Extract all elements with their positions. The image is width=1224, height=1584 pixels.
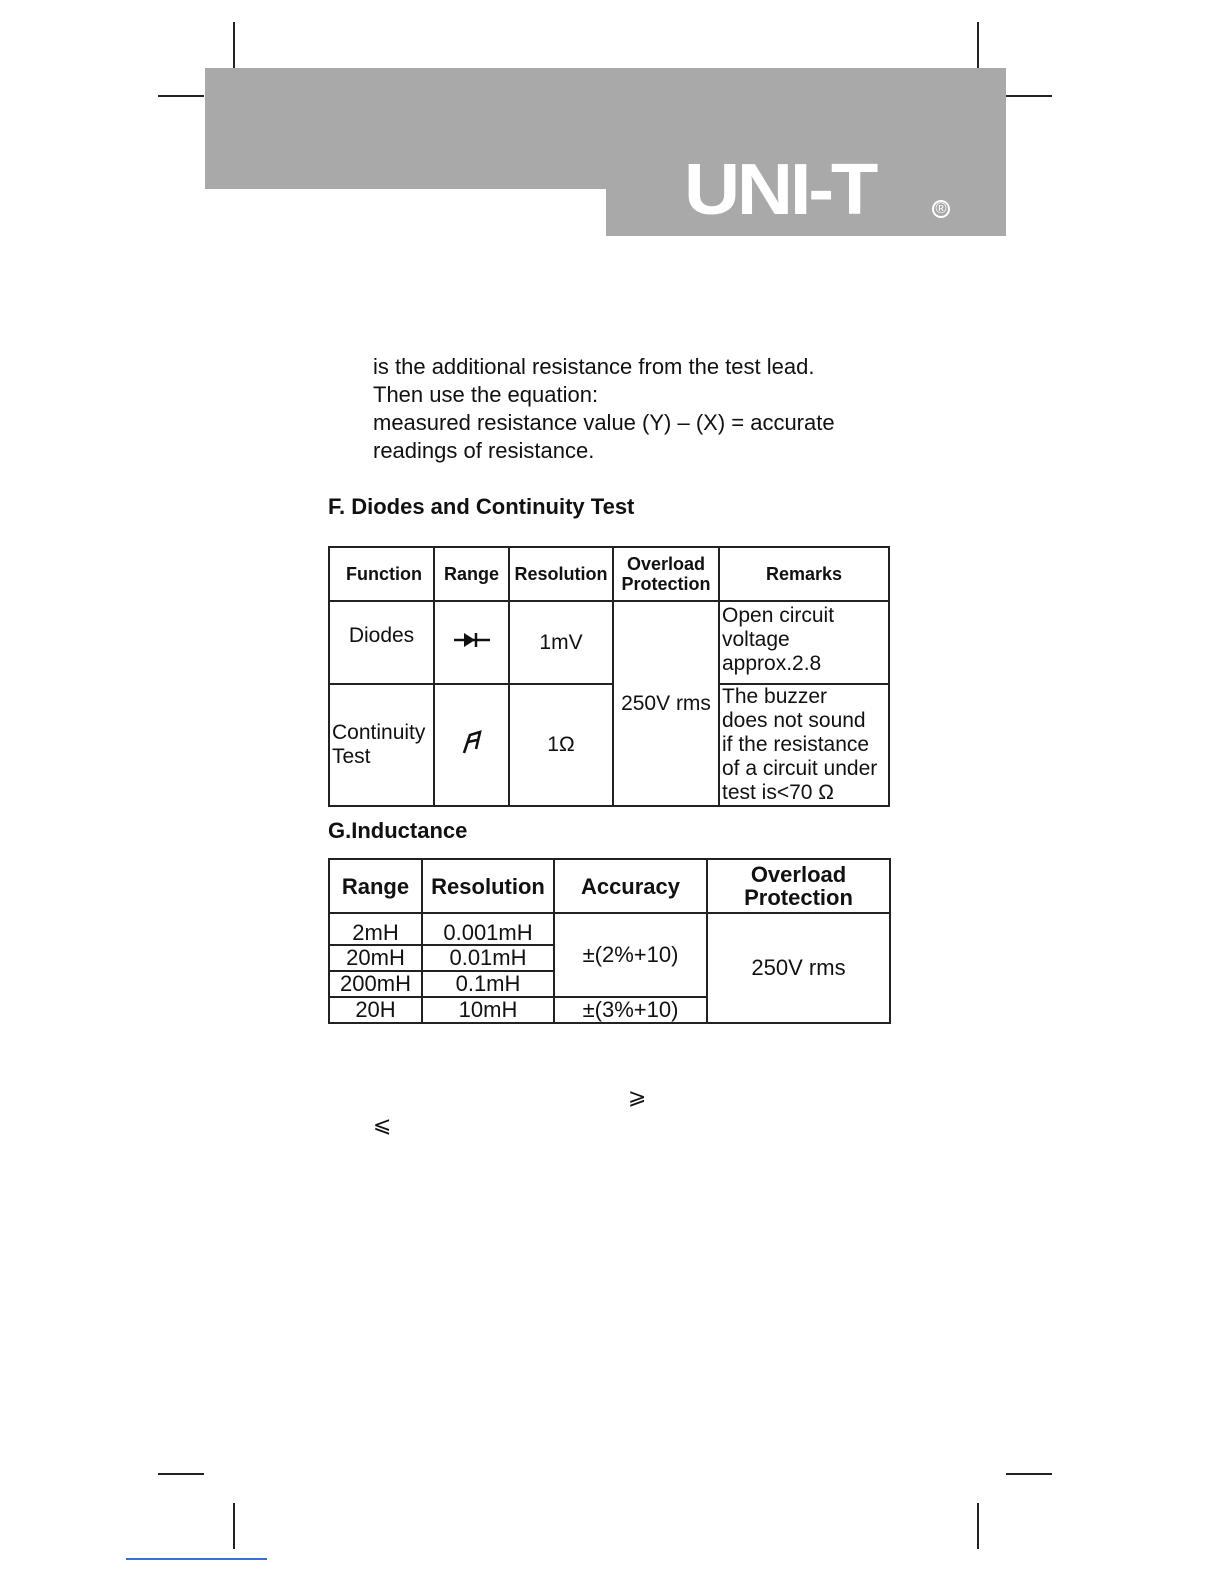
range-cell: 2mH [329, 913, 422, 945]
header-accuracy: Accuracy [554, 859, 707, 913]
registered-mark: ® [932, 200, 950, 218]
function-line: Continuity [332, 721, 426, 744]
header-range: Range [434, 547, 509, 601]
diodes-continuity-table [328, 546, 890, 807]
crop-mark [158, 1473, 204, 1475]
header-remarks: Remarks [719, 547, 889, 601]
remarks-line: test is<70 Ω [722, 781, 835, 804]
table-row [329, 913, 890, 945]
brand-logo-text: UNI-T [684, 150, 876, 230]
remarks-cell [719, 684, 889, 806]
function-line: Test [332, 745, 371, 768]
crop-mark [233, 22, 235, 68]
remarks-line: voltage [722, 628, 790, 651]
intro-paragraph [373, 353, 933, 465]
remarks-line: approx.2.8 [722, 652, 822, 675]
greater-equal-symbol: ⩾ [628, 1084, 647, 1109]
intro-line: readings of resistance. [373, 438, 595, 463]
accuracy-cell: ±(3%+10) [554, 997, 707, 1023]
range-cell: 20H [329, 997, 422, 1023]
intro-line: measured resistance value (Y) – (X) = accurate [373, 410, 835, 435]
function-cell: Diodes [329, 601, 434, 684]
crop-mark [158, 95, 204, 97]
section-f-title: F. Diodes and Continuity Test [328, 494, 635, 519]
resolution-cell: 10mH [422, 997, 554, 1023]
resolution-cell: 0.1mH [422, 971, 554, 997]
header-resolution: Resolution [509, 547, 613, 601]
resolution-cell: 0.001mH [422, 913, 554, 945]
intro-line: Then use the equation: [373, 382, 599, 407]
function-cell [329, 684, 434, 806]
overload-cell: 250V rms [613, 601, 719, 806]
range-cell: 20mH [329, 945, 422, 971]
crop-mark [977, 22, 979, 68]
accuracy-cell: ±(2%+10) [554, 913, 707, 997]
crop-mark [233, 1503, 235, 1549]
header-range: Range [329, 859, 422, 913]
resolution-cell: 1mV [509, 601, 613, 684]
resolution-cell: 1Ω [509, 684, 613, 806]
brand-logo [684, 150, 876, 230]
remarks-cell [719, 601, 889, 684]
remarks-line: The buzzer [722, 685, 828, 708]
inductance-table [328, 858, 891, 1024]
header-overload: Overload Protection [613, 547, 719, 601]
remarks-line: does not sound [722, 709, 866, 732]
table-row [329, 684, 889, 806]
header-band [205, 68, 1006, 189]
overload-cell: 250V rms [707, 913, 890, 1023]
less-equal-symbol: ⩽ [373, 1112, 392, 1137]
resolution-cell: 0.01mH [422, 945, 554, 971]
crop-mark [977, 1503, 979, 1549]
table-row [329, 601, 889, 684]
crop-mark [1006, 95, 1052, 97]
buzzer-icon [460, 737, 484, 760]
remarks-line: of a circuit under [722, 757, 878, 780]
crop-mark [1006, 1473, 1052, 1475]
range-cell [434, 601, 509, 684]
header-overload: Overload Protection [707, 859, 890, 913]
range-cell [434, 684, 509, 806]
intro-line: is the additional resistance from the test lead. [373, 354, 815, 379]
header-function: Function [329, 547, 434, 601]
remarks-line: Open circuit [722, 604, 835, 627]
diode-icon [454, 631, 490, 654]
header-resolution: Resolution [422, 859, 554, 913]
section-g-title: G.Inductance [328, 818, 468, 843]
page-edge-line [126, 1558, 267, 1560]
range-cell: 200mH [329, 971, 422, 997]
remarks-line: if the resistance [722, 733, 870, 756]
